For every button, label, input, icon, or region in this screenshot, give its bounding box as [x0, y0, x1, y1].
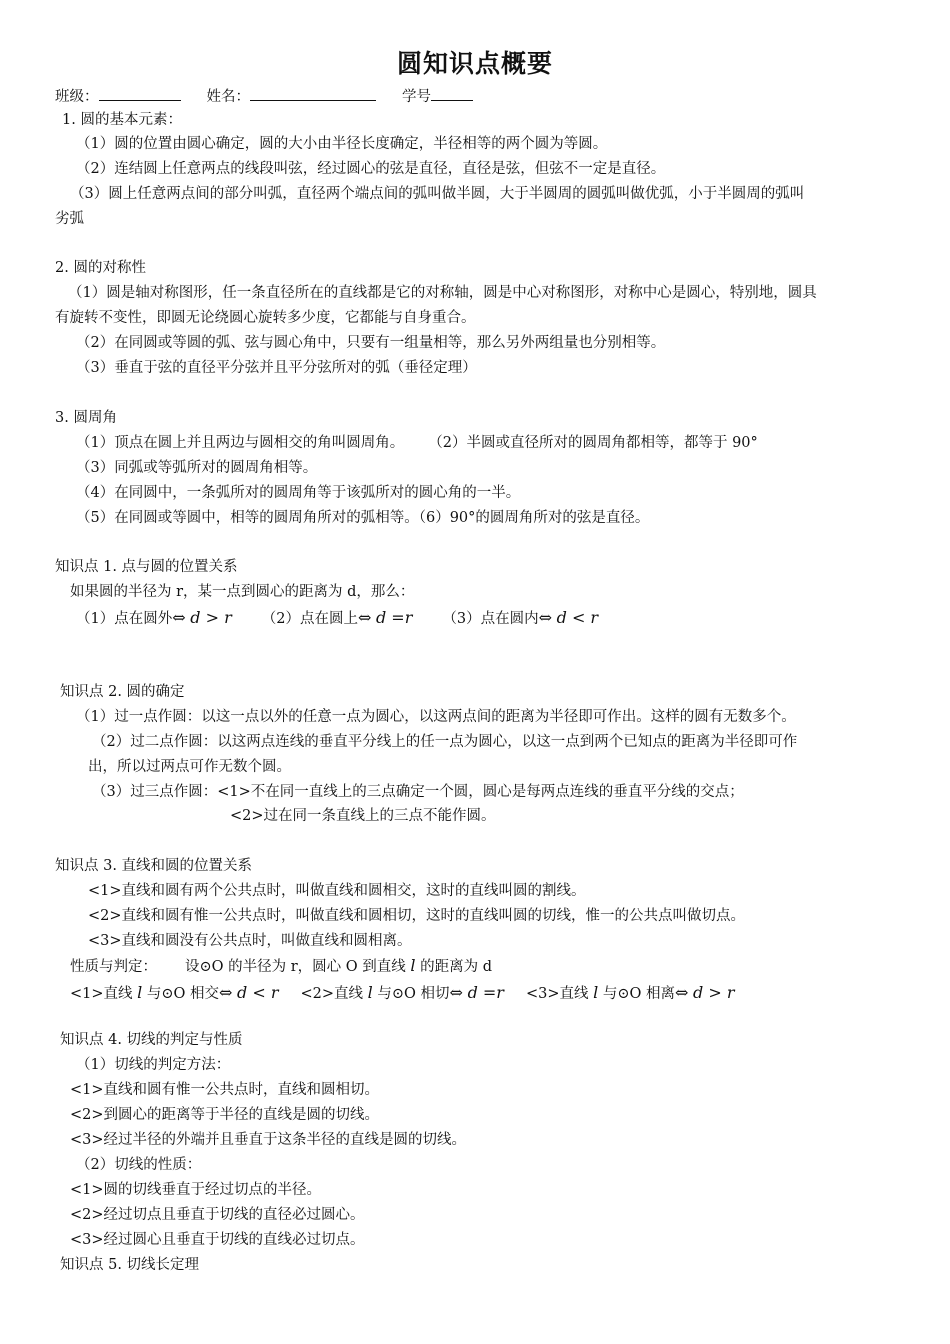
student-info-row [55, 86, 473, 107]
paragraph-line: （1）过一点作圆：以这一点以外的任意一点为圆心，以这两点间的距离为半径即可作出。这样的圆有无数多个。 [76, 709, 796, 725]
paragraph-line: （3）过三点作圆：<1>不在同一直线上的三点确定一个圆，圆心是每两点连线的垂直平分线的交点； [92, 784, 744, 800]
section-heading: 知识点 2. 圆的确定 [60, 684, 185, 700]
paragraph-line: （1）顶点在圆上并且两边与圆相交的角叫圆周角。 （2）半圆或直径所对的圆周角都相等，都等于 90° [76, 435, 758, 451]
paragraph-line: （3）圆上任意两点间的部分叫弧，直径两个端点间的弧叫做半圆，大于半圆周的圆弧叫做优弧，小于半圆周的弧叫 [70, 186, 805, 202]
section-heading: 知识点 1. 点与圆的位置关系 [55, 559, 238, 575]
paragraph-line: （2）连结圆上任意两点的线段叫弦，经过圆心的弦是直径，直径是弦，但弦不一定是直径。 [76, 161, 666, 177]
paragraph-line: （2）过二点作圆：以这两点连线的垂直平分线上的任一点为圆心，以这一点到两个已知点的距离为半径即可作 [92, 734, 798, 750]
paragraph-line: 出，所以过两点可作无数个圆。 [88, 759, 291, 775]
math-expression: d < r [237, 983, 279, 1002]
paragraph-line: <2>过在同一条直线上的三点不能作圆。 [230, 808, 496, 824]
section-heading: 知识点 5. 切线长定理 [60, 1257, 200, 1273]
iff-symbol: ⇔ [219, 983, 233, 1002]
section-heading: 3. 圆周角 [55, 410, 117, 426]
math-symbol-l: l [137, 983, 143, 1002]
paragraph-line: （2）在同圆或等圆的弧、弦与圆心角中，只要有一组量相等，那么另外两组量也分别相等。 [76, 335, 666, 351]
math-expression: d > r [190, 608, 232, 627]
math-symbol-l: l [593, 983, 599, 1002]
paragraph-line: <3>经过圆心且垂直于切线的直线必过切点。 [70, 1232, 365, 1248]
id-label: 学号 [402, 89, 431, 105]
section-heading: 1. 圆的基本元素： [62, 112, 182, 128]
section-heading: 知识点 3. 直线和圆的位置关系 [55, 858, 253, 874]
paragraph-line: <1>直线和圆有两个公共点时，叫做直线和圆相交，这时的直线叫圆的割线。 [88, 883, 586, 899]
math-expression: d =r [375, 608, 413, 627]
paragraph-line: （2）切线的性质： [76, 1157, 202, 1173]
name-blank[interactable] [250, 86, 376, 101]
paragraph-line: <3>经过半径的外端并且垂直于这条半径的直线是圆的切线。 [70, 1132, 467, 1148]
math-expression: d =r [467, 983, 504, 1002]
iff-symbol: ⇔ [674, 983, 689, 1002]
math-symbol-l: l [410, 956, 416, 975]
class-label: 班级： [55, 89, 99, 105]
paragraph-line: （3）垂直于弦的直径平分弦并且平分弦所对的弧（垂径定理） [76, 360, 477, 376]
math-expression: d > r [693, 983, 735, 1002]
iff-symbol: ⇔ [449, 983, 463, 1002]
paragraph-line: 劣弧 [55, 211, 84, 227]
paragraph-line: <1>直线和圆有惟一公共点时，直线和圆相切。 [70, 1082, 380, 1098]
paragraph-line: （1）切线的判定方法： [76, 1057, 231, 1073]
class-blank[interactable] [99, 86, 181, 101]
paragraph-line: （4）在同圆中，一条弧所对的圆周角等于该弧所对的圆心角的一半。 [76, 485, 521, 501]
paragraph-line: <2>经过切点且垂直于切线的直径必过圆心。 [70, 1207, 365, 1223]
page-title: 圆知识点概要 [396, 49, 553, 78]
id-blank[interactable] [431, 86, 473, 101]
paragraph-line: （1）圆的位置由圆心确定，圆的大小由半径长度确定，半径相等的两个圆为等圆。 [76, 136, 608, 152]
paragraph-line: 如果圆的半径为 r，某一点到圆心的距离为 d，那么： [70, 584, 415, 600]
name-label: 姓名： [206, 89, 250, 105]
point-circle-relations: （1）点在圆外⇔ d > r （2）点在圆上⇔ d =r （3）点在圆内⇔ d < r [76, 608, 599, 627]
section-heading: 2. 圆的对称性 [55, 260, 146, 276]
iff-symbol: ⇔ [172, 608, 186, 627]
math-expression: d < r [556, 608, 599, 627]
iff-symbol: ⇔ [357, 608, 372, 627]
section-heading: 知识点 4. 切线的判定与性质 [60, 1032, 243, 1048]
paragraph-line: <1>圆的切线垂直于经过切点的半径。 [70, 1182, 322, 1198]
paragraph-line: （1）圆是轴对称图形，任一条直径所在的直线都是它的对称轴，圆是中心对称图形，对称中心是圆心，特别地，圆具 [68, 285, 817, 301]
math-symbol-l: l [367, 983, 373, 1002]
paragraph-line: <2>到圆心的距离等于半径的直线是圆的切线。 [70, 1107, 380, 1123]
property-line: 性质与判定： 设⊙O 的半径为 r，圆心 O 到直线 l 的距离为 d [70, 956, 493, 975]
line-circle-relations: <1>直线 l 与⊙O 相交⇔ d < r <2>直线 l 与⊙O 相切⇔ d =r <3>直线 l 与⊙O 相离⇔ d > r [70, 983, 735, 1002]
paragraph-line: <3>直线和圆没有公共点时，叫做直线和圆相离。 [88, 933, 412, 949]
paragraph-line: （5）在同圆或等圆中，相等的圆周角所对的弧相等。（6）90°的圆周角所对的弦是直径。 [76, 510, 650, 526]
paragraph-line: 有旋转不变性，即圆无论绕圆心旋转多少度，它都能与自身重合。 [55, 310, 476, 326]
paragraph-line: <2>直线和圆有惟一公共点时，叫做直线和圆相切，这时的直线叫圆的切线，惟一的公共点叫做切点。 [88, 908, 746, 924]
iff-symbol: ⇔ [538, 608, 552, 627]
paragraph-line: （3）同弧或等弧所对的圆周角相等。 [76, 460, 318, 476]
